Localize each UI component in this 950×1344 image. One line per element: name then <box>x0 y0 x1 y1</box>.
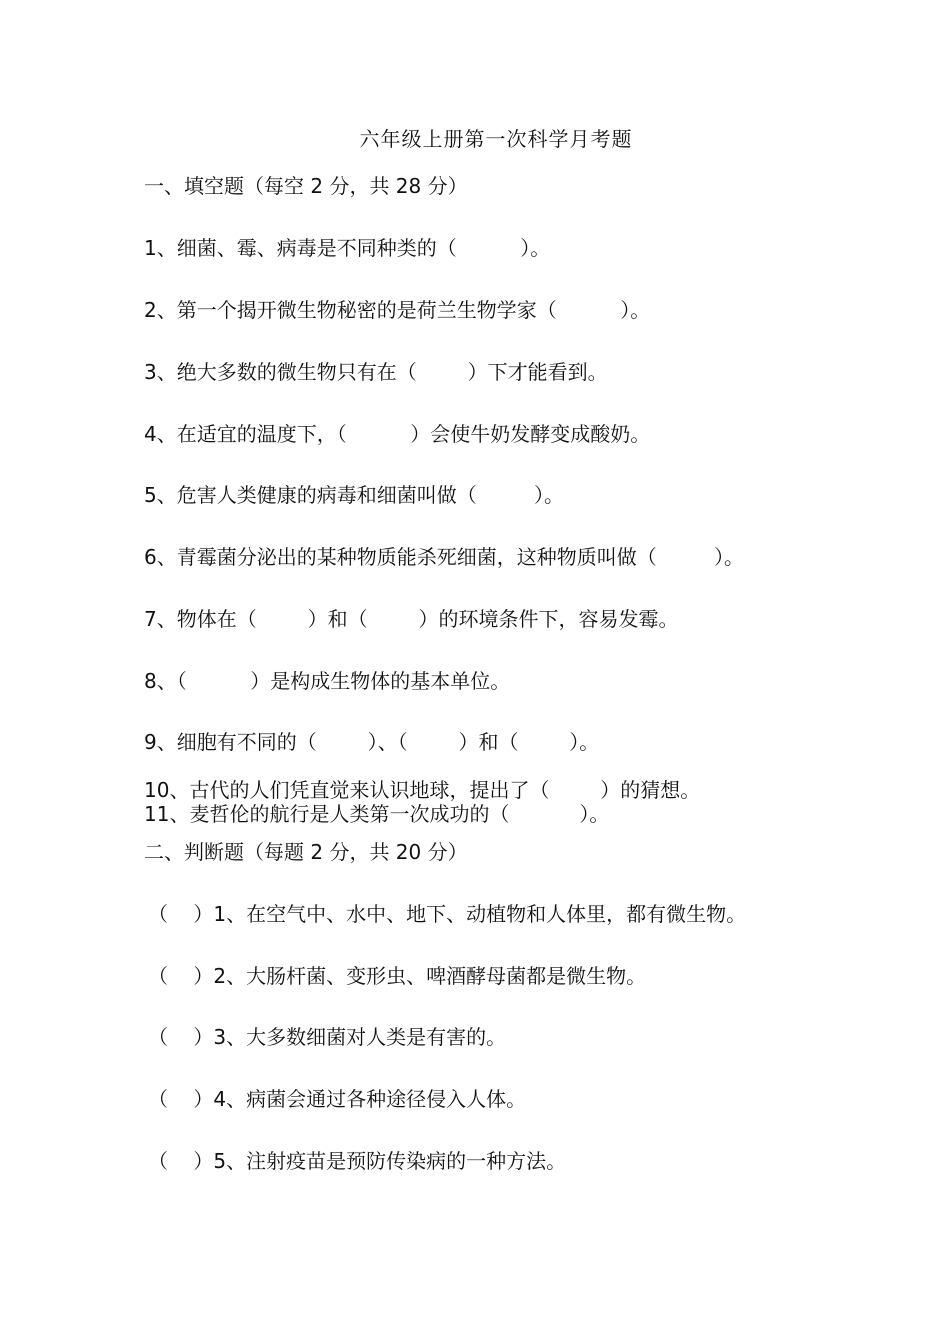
fill-question-11: 11、麦哲伦的航行是人类第一次成功的（ ）。 <box>144 802 610 826</box>
fill-question-5: 5、危害人类健康的病毒和细菌叫做（ ）。 <box>144 483 564 507</box>
judge-question-1: （ ）1、在空气中、水中、地下、动植物和人体里，都有微生物。 <box>148 902 747 926</box>
page-title: 六年级上册第一次科学月考题 <box>359 127 633 151</box>
judge-question-5: （ ）5、注射疫苗是预防传染病的一种方法。 <box>148 1149 567 1173</box>
fill-question-4: 4、在适宜的温度下，（ ）会使牛奶发酵变成酸奶。 <box>144 422 651 446</box>
fill-question-9: 9、细胞有不同的（ ）、（ ）和（ ）。 <box>144 730 600 754</box>
judge-question-2: （ ）2、大肠杆菌、变形虫、啤酒酵母菌都是微生物。 <box>148 964 647 988</box>
section-heading-true-false: 二、判断题（每题 2 分，共 20 分） <box>144 840 468 864</box>
fill-question-7: 7、物体在（ ）和（ ）的环境条件下，容易发霉。 <box>144 607 679 631</box>
fill-question-3: 3、绝大多数的微生物只有在（ ）下才能看到。 <box>144 360 608 384</box>
fill-question-6: 6、青霉菌分泌出的某种物质能杀死细菌，这种物质叫做（ ）。 <box>144 545 744 569</box>
section-heading-fill-in: 一、填空题（每空 2 分，共 28 分） <box>144 174 468 198</box>
judge-question-3: （ ）3、大多数细菌对人类是有害的。 <box>148 1025 507 1049</box>
judge-question-4: （ ）4、病菌会通过各种途径侵入人体。 <box>148 1087 527 1111</box>
fill-question-2: 2、第一个揭开微生物秘密的是荷兰生物学家（ ）。 <box>144 298 651 322</box>
fill-question-10: 10、古代的人们凭直觉来认识地球，提出了（ ）的猜想。 <box>144 778 701 802</box>
fill-question-8: 8、（ ）是构成生物体的基本单位。 <box>144 669 511 693</box>
fill-question-1: 1、细菌、霉、病毒是不同种类的（ ）。 <box>144 236 551 260</box>
